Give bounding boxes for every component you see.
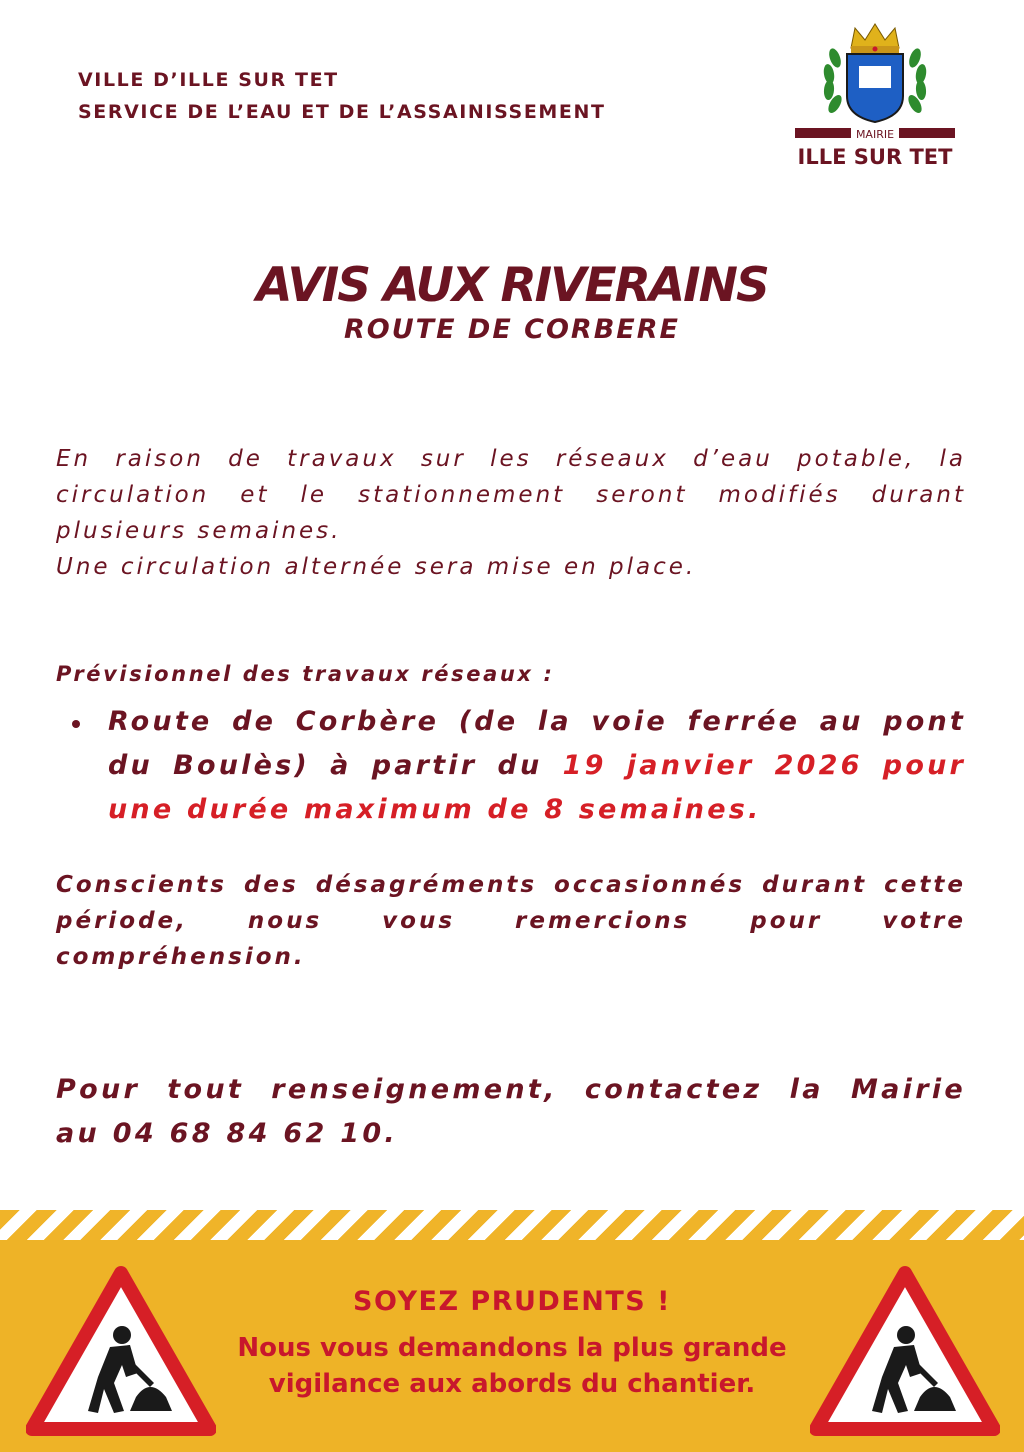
- contact-paragraph: [56, 1068, 966, 1156]
- schedule-bullet: [72, 700, 966, 832]
- thanks-line-2: période, nous vous remercions pour votre: [56, 908, 966, 934]
- banner-line-1: Nous vous demandons la plus grande: [237, 1333, 787, 1363]
- hazard-stripe: [0, 1210, 1024, 1240]
- page-title: AVIS AUX RIVERAINS: [256, 258, 768, 313]
- intro-line-4: Une circulation alternée sera mise en place.: [56, 554, 697, 580]
- logo-mairie-text: MAIRIE: [855, 128, 895, 141]
- schedule-duration: une durée maximum de 8 semaines.: [108, 794, 762, 825]
- intro-line-2: circulation et le stationnement seront modifiés durant: [56, 482, 966, 508]
- schedule-date: 19 janvier 2026 pour: [562, 750, 967, 781]
- schedule-line-1: Route de Corbère (de la voie ferrée au pont: [108, 706, 966, 737]
- header-block: [78, 64, 606, 128]
- thanks-paragraph: [56, 867, 966, 975]
- banner-line-2: vigilance aux abords du chantier.: [268, 1369, 756, 1399]
- thanks-line-3: compréhension.: [56, 944, 306, 970]
- logo-town-name: ILLE SUR TET: [797, 145, 953, 169]
- bullet-dot-icon: [72, 720, 80, 728]
- intro-line-1: En raison de travaux sur les réseaux d’eau potable, la: [56, 446, 966, 472]
- header-line-2: SERVICE DE L’EAU ET DE L’ASSAINISSEMENT: [78, 101, 606, 123]
- intro-paragraph: [56, 441, 966, 585]
- schedule-line-2-text: du Boulès) à partir du: [108, 750, 563, 781]
- contact-line-1: Pour tout renseignement, contactez la Mairie: [56, 1074, 966, 1105]
- page-subtitle: ROUTE DE CORBERE: [343, 314, 680, 345]
- schedule-line-2: [108, 744, 966, 788]
- intro-line-3: plusieurs semaines.: [56, 518, 342, 544]
- banner-title: SOYEZ PRUDENTS !: [353, 1286, 671, 1317]
- banner-text: [0, 1330, 1024, 1402]
- header-line-1: VILLE D’ILLE SUR TET: [78, 69, 339, 91]
- contact-line-2: au 04 68 84 62 10.: [56, 1118, 398, 1149]
- schedule-label: Prévisionnel des travaux réseaux :: [56, 662, 555, 686]
- thanks-line-1: Conscients des désagréments occasionnés durant cette: [56, 872, 966, 898]
